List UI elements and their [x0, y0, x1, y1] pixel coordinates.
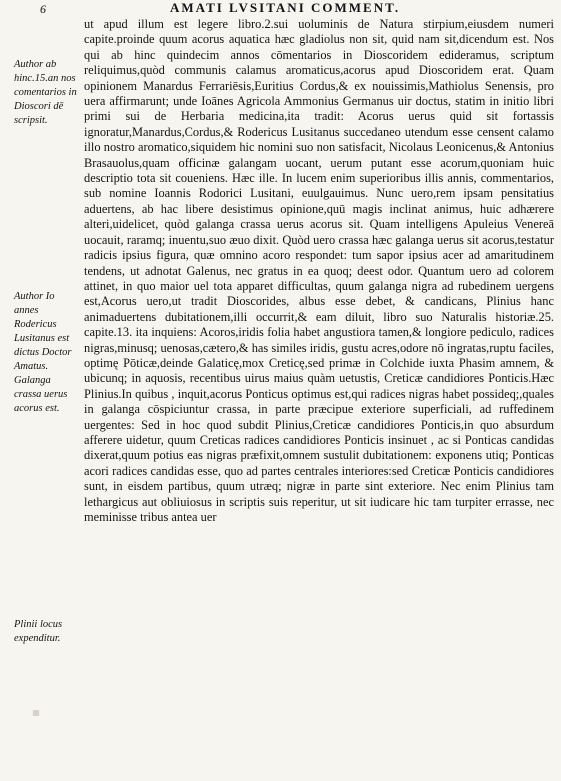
- margin-note: Author Io annes Rodericus Lusitanus est dictus Doctor Amatus. Galanga crassa uerus acorus est.: [14, 291, 72, 414]
- main-text: ut apud illum est legere libro.2.sui uoluminis de Natura stirpium,eiusdem numeri capite.proinde quum acorus aquatica hæc gladiolus non sit, quid nam sit,dicendum est. Nos qui ab hinc quindecim annos cōmentarios in Dioscoridem edideramus, scriptum reliquimus,quòd communis calamus aromaticus,acorus apud Dioscoridem erat. Quam opinionem Manardus Ferrariēsis,Euritius Cordus,& ex nouissimis,Mathiolus Senensis, pro uera affirmarunt; unde Ioānes Agricola Ammonius Germanus uir doctus, statim in initio libri primi sui de Herbaria medicina,ita tradit: Acorus uerus quid sit fortassis ignoratur,Manardus,Cordus,& Rodericus Lusitanus succedaneo utendum esse censent calamo illo nostro aromatico,siquidem hic nomini suo non satisfacit, Nicolaus Leonicenus,& Antonius Brasauolus,quam officinæ galangam uocant, uerum putant esse acorum,quoniam huic descriptio tota sit coueniens. Hæc ille. In lucem enim superioribus illis annis, commentarios, sub nomine Ioannis Rodorici Lusitani, euulgauimus. Nunc uero,rem ipsam pensitatius aduertens, ab hac libere desistimus opinione,quū magis inclinat animus, huic adhærere alteri,uidelicet, quòd galanga crassa uerus acorus sit. Quam intelligens Apuleius Venereā uocauit, raramq; inuentu,suo æuo dixit. Quòd uero crassa hæc galanga uerus sit acorus,testatur radicis ipsius figura, quæ omnino acoro respondet: tum sapor ipsius acer ad amaritudinem tendens, ut adnotat Galenus, nec gratus in ea quoq; deest odor. Quantum uero ad colorem attinet, in quo maior uel tota apparet difficultas, quum galanga nigra ad rubedinem uergens est,Acorus uero,ut tradit Dioscorides, albus esse debet, & candicans, Plinius hanc animaduertens dubitationem,illi occurrit,& eam diluit, libro suo Naturalis historiæ.25. capite.13. ita inquiens: Acoros,iridis folia habet angustiora tamen,& longiore pediculo, radices nigras,minusq; uenosas,cætero,& has similes iridis, gustu acres,odore nō ingratas,ruptu faciles, optimę Pōticæ,deinde Galaticę,mox Creticę,sed primæ in Colchide iuxta Phasim amnem, & ubicunq; in aquosis, recentibus uirus maius quàm uetustis, Creticæ candidiores Ponticis.Hæc Plinius.In quibus , inquit,acorus Ponticus optimus est,qui radices nigras habet possideq;,quales in galanga cōspiciuntur crassa, in parte præcipue exteriore superficiali, ad ruffedinem uergentes: Sed in hoc quod subdit Plinius,Creticæ candidiores Ponticis,in quo absurdum afferere uidetur, quum Creticas radices candidiores Ponticis insinuet , ac si Ponticas candidas dixerat,quum potius eas nigras præfixit,omnem sustulit dubitationem: exponens utiq; Ponticas acori radices candidas esse, quo ad partes centrales interiores:sed Creticæ Ponticis candidiores sunt, in eisdem partibus, quum utræq; nigræ in parte sint exteriore. Nec enim Plinius tam lethargicus aut obliuiosus in scriptis suis reperitur, ut sit iudicare hic tam turpiter errasse, nec meminisse tribus antea uer: [84, 17, 554, 524]
- margin-note: Author ab hinc.15.an nos comentarios in Dioscori dē scripsit.: [14, 59, 77, 126]
- margin-note: Plinii locus expenditur.: [14, 619, 63, 644]
- stamp: ▦: [32, 708, 40, 717]
- running-head: AMATI LVSITANI COMMENT.: [170, 0, 401, 15]
- page-number: 6: [40, 2, 46, 16]
